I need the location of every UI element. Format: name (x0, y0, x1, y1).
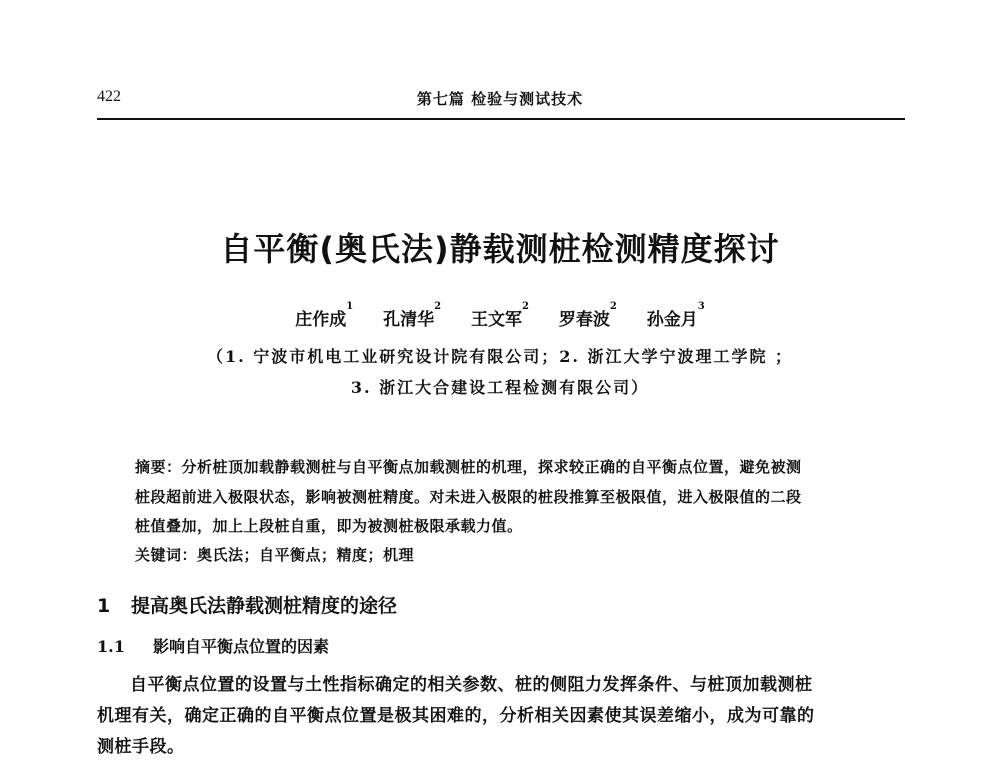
page-number: 422 (97, 88, 121, 105)
subsection-number: 1.1 (97, 637, 125, 656)
author: 罗春波$^2$ (558, 301, 617, 330)
section-title: 提高奥氏法静载测桩精度的途径 (131, 595, 398, 617)
author: 孔清华$^2$ (383, 301, 442, 330)
body-text-line: 自平衡点位置的设置与土性指标确定的相关参数、桩的侧阻力发挥条件、与桩顶加载测桩 (130, 675, 813, 695)
abstract-line: 桩值叠加，加上上段桩自重，即为被测桩极限承载力值。 (135, 517, 523, 535)
author-list (0, 301, 1000, 330)
author: 王文军$^2$ (471, 301, 529, 330)
subsection-heading (97, 634, 329, 657)
affiliation-line: （1. 宁波市机电工业研究设计院有限公司；2. 浙江大学宁波理工学院 ； (206, 347, 794, 366)
keywords-line: 关键词：奥氏法；自平衡点；精度；机理 (135, 546, 415, 564)
affiliation-line: 3. 浙江大合建设工程检测有限公司） (350, 378, 650, 397)
running-header-title: 第七篇 检验与测试技术 (416, 90, 584, 108)
section-heading (97, 591, 397, 618)
abstract-line: 摘要：分析桩顶加载静载测桩与自平衡点加载测桩的机理，探求较正确的自平衡点位置，避免被测 (135, 458, 802, 476)
section-number: 1 (97, 595, 111, 617)
body-text-line: 机理有关，确定正确的自平衡点位置是极其困难的，分析相关因素使其误差缩小，成为可靠的 (97, 706, 815, 726)
author: 孙金月$^3$ (646, 301, 705, 330)
abstract-line: 桩段超前进入极限状态，影响被测桩精度。对未进入极限的桩段推算至极限值，进入极限值的二段 (135, 488, 802, 506)
header-rule (97, 118, 905, 120)
body-text-line: 测桩手段。 (97, 737, 185, 757)
author: 庄作成$^1$ (295, 301, 354, 330)
subsection-title: 影响自平衡点位置的因素 (153, 637, 330, 656)
paper-title: 自平衡(奥氏法)静载测桩检测精度探讨 (220, 230, 780, 268)
